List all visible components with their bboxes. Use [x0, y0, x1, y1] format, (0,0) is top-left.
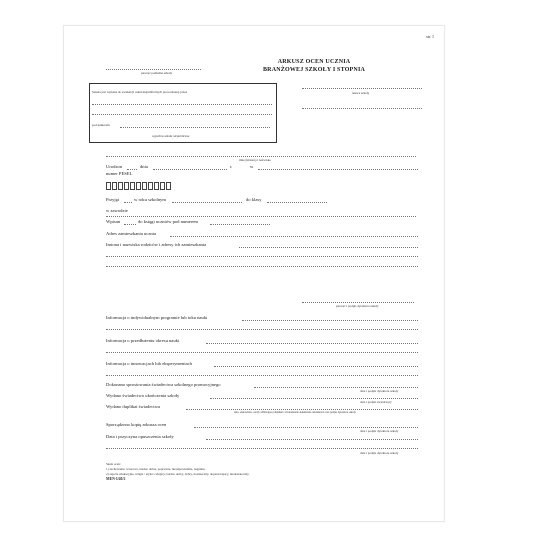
- info-individual-line-2: [106, 329, 418, 330]
- pesel-boxes: [106, 182, 176, 190]
- stamp-caption: pieczęć podłużna szkoły: [141, 71, 173, 75]
- box-text: Szkoła jest wpisana do ewidencji szkół niepublicznych prowadzonej przez: [92, 90, 188, 94]
- dup-cert-caption: data, stanowisko, osoby odbierającej duplikat i stwierdzenie dokumentu tożsamości oraz podpis dyrektora szkoły: [234, 411, 356, 414]
- parents-line-2: [106, 256, 418, 257]
- pesel-label: numer PESEL: [106, 171, 133, 176]
- info-innovations-line-1: [214, 366, 418, 367]
- stamp-line: [106, 69, 201, 70]
- grad-cert-line: [210, 398, 418, 399]
- profession-label: w zawodzie: [106, 208, 128, 213]
- box-line-1: [92, 104, 272, 105]
- born-in-label: w: [250, 164, 254, 169]
- seal-sign-line: [302, 302, 414, 303]
- info-extension-line-1: [206, 343, 418, 344]
- title-line1: ARKUSZ OCEN UCZNIA: [277, 59, 351, 65]
- grad-cert-label: Wydano świadectwo ukończenia szkoły: [106, 393, 180, 398]
- box-line-2: [92, 114, 272, 115]
- info-innovations-label: Informacja o innowacjach lub eksperymentach: [106, 361, 192, 366]
- names-caption: imię (imiona) i nazwisko: [239, 158, 271, 162]
- leave-line-1: [206, 439, 418, 440]
- born-place-line: [258, 169, 418, 170]
- parents-line-1: [239, 247, 418, 248]
- born-suffix-line: [127, 169, 137, 170]
- copy-label: Sporządzono kopię arkusza ocen: [106, 422, 167, 427]
- promo-cert-label: Dokonano sprostowania świadectwa szkolnego promocyjnego: [106, 382, 221, 387]
- box-number-label: pod numerem: [92, 123, 110, 127]
- register-suffix-line: [124, 224, 136, 225]
- seal-sign-caption: pieczęć i podpis dyrektora szkoły: [336, 304, 379, 308]
- address-line: [170, 236, 418, 237]
- admitted-year-label: w roku szkolnym: [134, 197, 166, 202]
- profession-line: [106, 216, 416, 217]
- box-caption: wypełnia szkoła niepubliczna: [152, 134, 190, 138]
- school-name-caption: nazwa szkoły: [352, 91, 370, 95]
- parents-line-3: [106, 266, 418, 267]
- info-individual-line-1: [242, 320, 418, 321]
- admitted-suffix-line: [124, 202, 132, 203]
- promo-cert-caption: data i podpis dyrektora szkoły: [360, 389, 399, 393]
- born-date-line: [153, 169, 227, 170]
- admitted-label: Przyjęt: [106, 197, 120, 202]
- school-name-line-2: [302, 108, 422, 109]
- form-code: MEN-I/40/2: [106, 477, 126, 481]
- admitted-class-label: do klasy: [246, 197, 262, 202]
- born-label: Urodzon: [106, 164, 123, 169]
- scale-line-1: 1) zachowanie: wzorowe, bardzo dobre, poprawne, nieodpowiednie, naganne;: [106, 467, 206, 471]
- names-line: [106, 156, 416, 157]
- register-label: Wpisan: [106, 219, 121, 224]
- info-innovations-line-2: [106, 375, 418, 376]
- info-individual-label: Informacja o indywidualnym programie lub toku nauki: [106, 315, 208, 320]
- scale-line-2: 2) zajęcia edukacyjne, religia / etyka: celujący, bardzo dobry, dobry, dostateczny, dopuszczający, niedostateczny.: [106, 472, 250, 476]
- scale-title: Skala ocen:: [106, 462, 121, 466]
- page-number: str. 1: [426, 34, 434, 39]
- school-name-line: [302, 88, 422, 89]
- admitted-class-line: [267, 202, 327, 203]
- dup-cert-label: Wydano duplikat świadectwa: [106, 404, 161, 409]
- info-extension-line-2: [106, 352, 418, 353]
- leave-caption: data i podpis dyrektora szkoły: [360, 451, 399, 455]
- born-day-label: dnia: [140, 164, 148, 169]
- title-line2: BRANŻOWEJ SZKOŁY I STOPNIA: [262, 67, 366, 73]
- box-number-line: [120, 127, 270, 128]
- register-book-label: do księgi uczniów pod numerem: [138, 219, 198, 224]
- parents-label: Imiona i nazwiska rodziców i adresy ich zamieszkania: [106, 242, 207, 247]
- info-extension-label: Informacja o przedłużeniu okresu nauki: [106, 338, 180, 343]
- address-label: Adres zamieszkania ucznia: [106, 231, 156, 236]
- leave-label: Data i przyczyna opuszczenia szkoły: [106, 434, 174, 439]
- leave-line-2: [106, 448, 418, 449]
- form-page: [63, 25, 445, 522]
- born-year-label: r.: [230, 164, 233, 169]
- grad-cert-caption: data i podpis świadczący: [360, 400, 392, 404]
- dup-cert-line: [186, 409, 418, 410]
- copy-caption: data i podpis dyrektora szkoły: [360, 429, 399, 433]
- copy-line: [194, 427, 418, 428]
- register-number-line: [210, 224, 270, 225]
- promo-cert-line: [254, 387, 418, 388]
- admitted-year-line: [172, 202, 242, 203]
